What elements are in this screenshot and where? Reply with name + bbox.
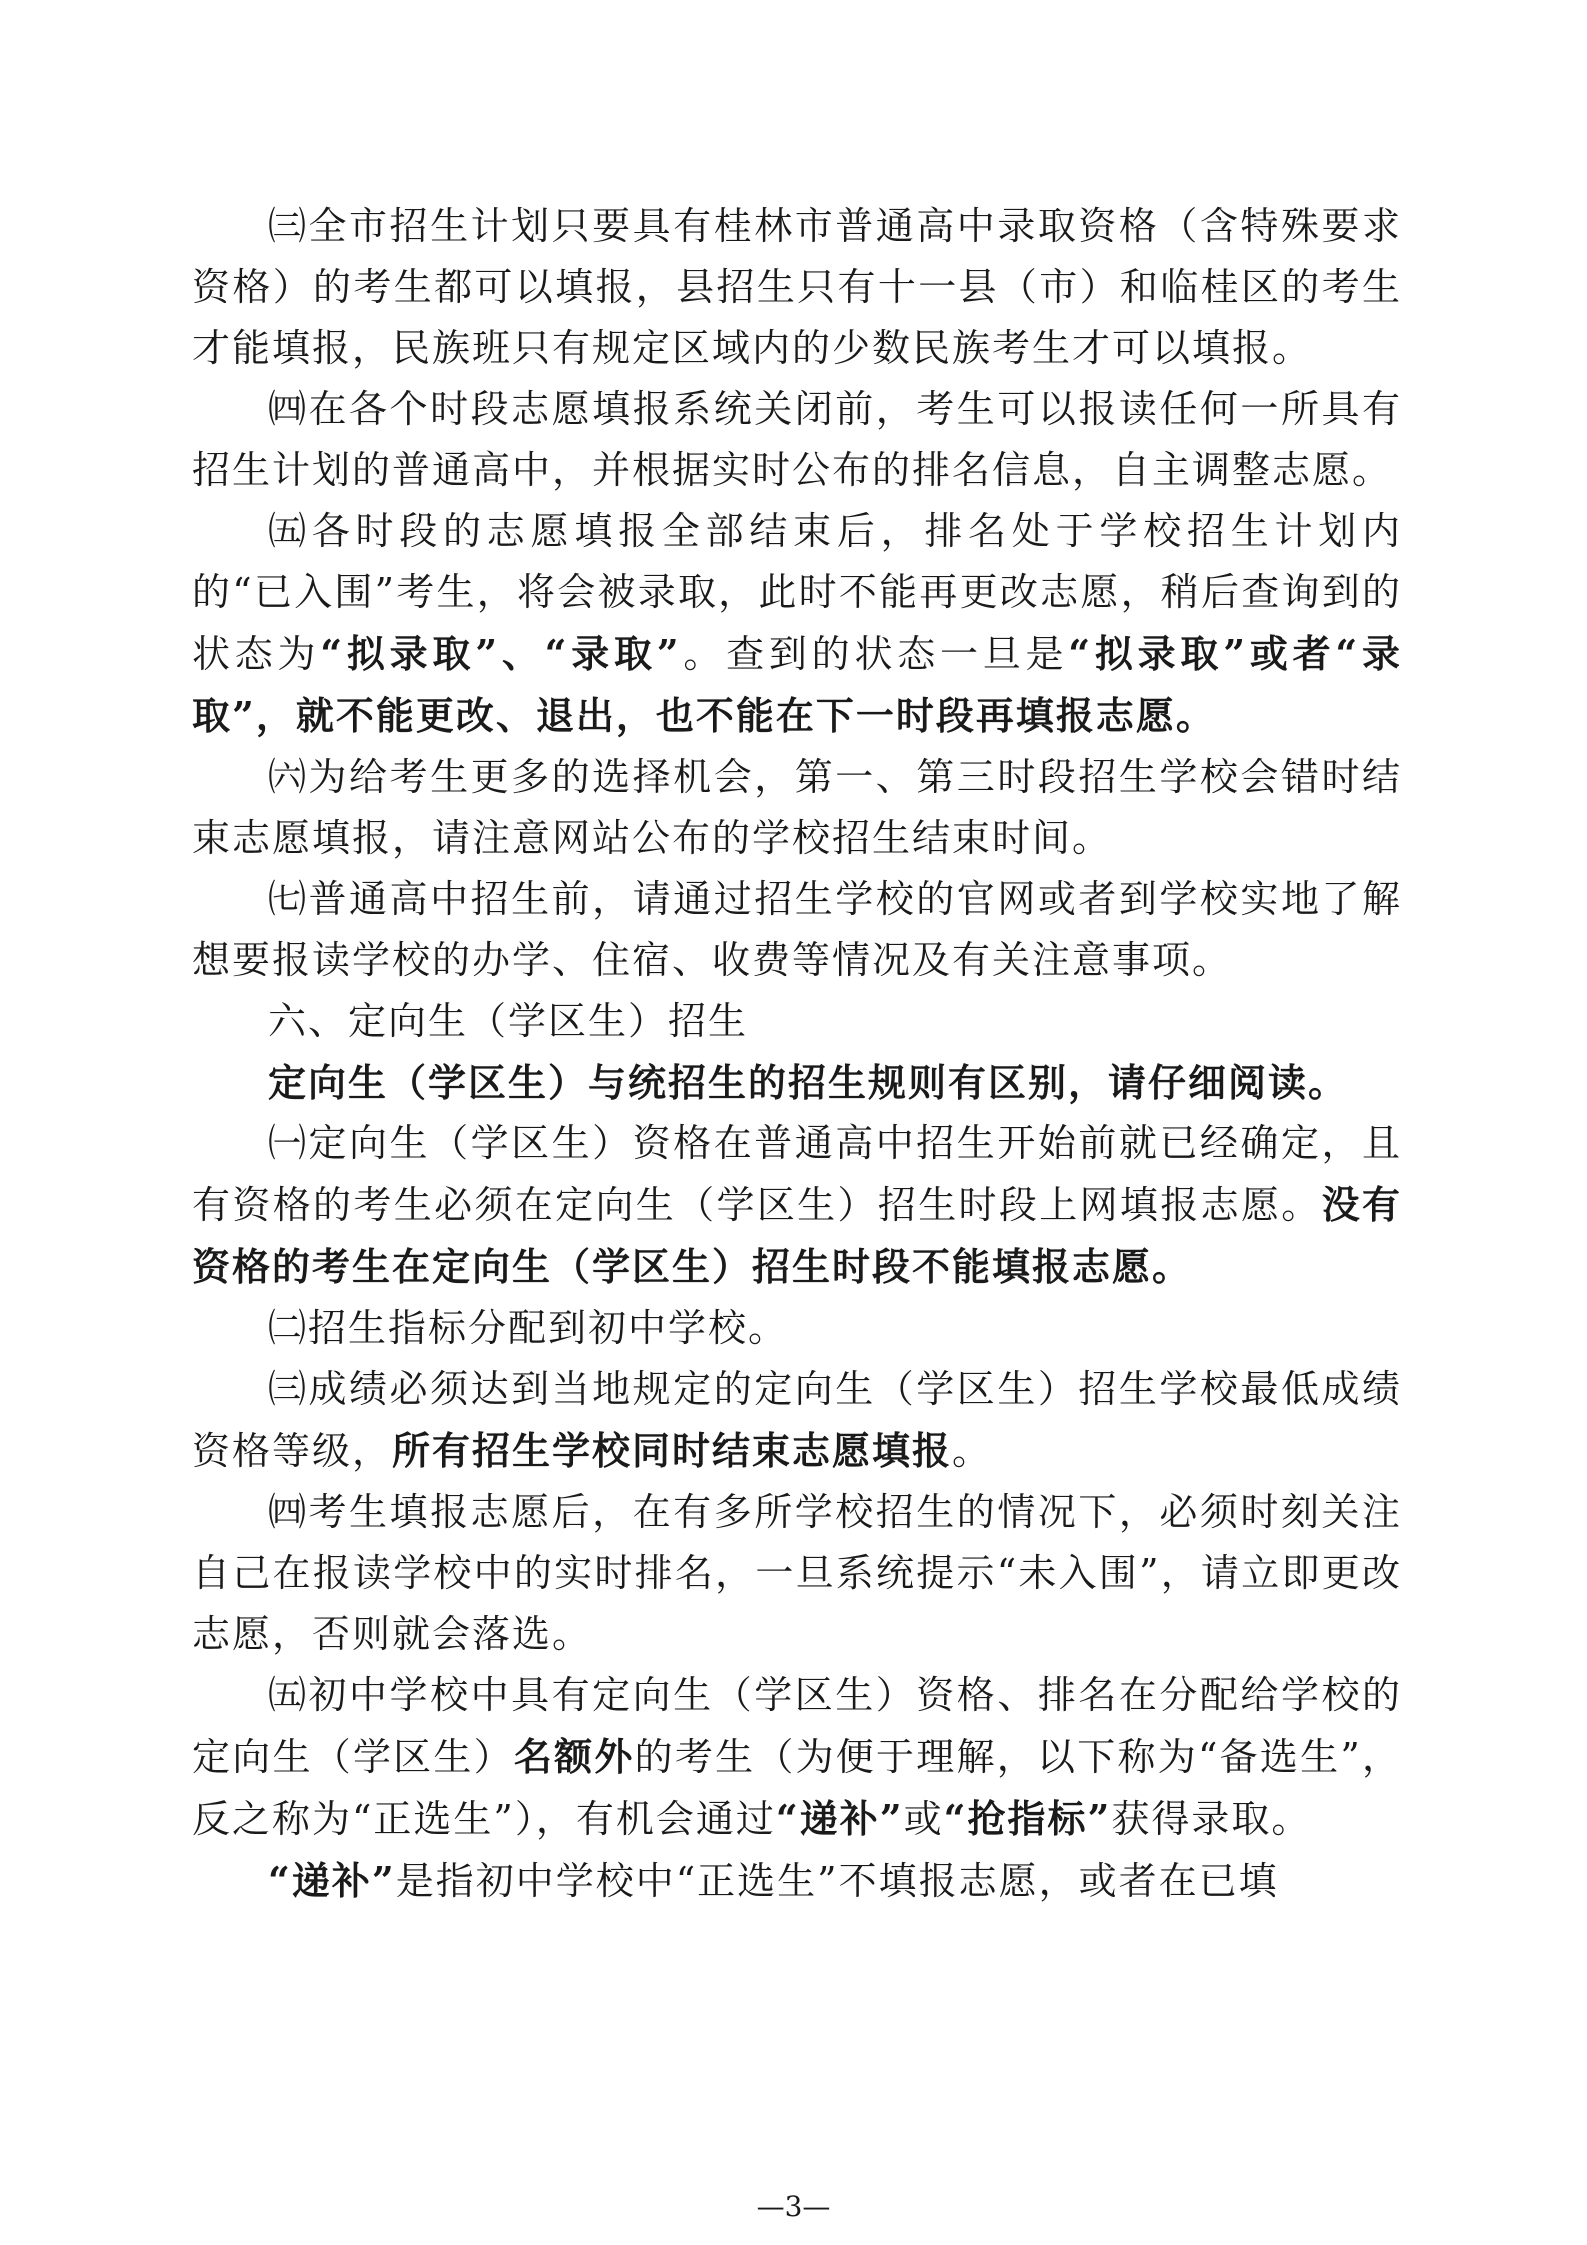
- paragraph-5-after-end: [192, 501, 1402, 747]
- text-run: 。: [952, 1429, 993, 1473]
- text-run-bold: “拟录取”、“录取”: [320, 631, 681, 676]
- text-run: 六、定向生（学区生）招生: [268, 999, 749, 1043]
- text-run: 或: [903, 1797, 944, 1841]
- text-run: ㈡招生指标分配到初中学校。: [268, 1306, 789, 1350]
- document-body: [192, 196, 1402, 1912]
- paragraph-6-staggered-end: [192, 747, 1402, 869]
- text-run: ㈤初中学校中具有定向生（学区生）资格、排名在分配给学校的定向生（学区生）: [192, 1673, 1402, 1779]
- text-run: ㈢成绩必须达到当地规定的定向生（学区生）招生学校最低成绩资格等级，: [192, 1367, 1402, 1473]
- text-run-bold: 没有资格的考生在定向生（学区生）招生时段不能填报志愿。: [192, 1182, 1402, 1289]
- paragraph-4-before-close: [192, 379, 1402, 501]
- text-run: ㈦普通高中招生前，请通过招生学校的官网或者到学校实地了解想要报读学校的办学、住宿、收费等情况及有关注意事项。: [192, 877, 1402, 982]
- paragraph-2-quota: [192, 1298, 1402, 1359]
- text-run-bold: 定向生（学区生）与统招生的招生规则有区别，请仔细阅读。: [268, 1060, 1349, 1105]
- text-run: ㈢全市招生计划只要具有桂林市普通高中录取资格（含特殊要求资格）的考生都可以填报，县招生只有十一县（市）和临桂区的考生才能填报，民族班只有规定区域内的少数民族考生才可以填报。: [192, 204, 1402, 370]
- paragraph-1-qualification: [192, 1113, 1402, 1298]
- text-run-bold: 所有招生学校同时结束志愿填报: [392, 1428, 953, 1473]
- text-run: 获得录取。: [1111, 1797, 1312, 1841]
- text-run: ㈣考生填报志愿后，在有多所学校招生的情况下，必须时刻关注自己在报读学校中的实时排名，一旦系统提示“未入围”，请立即更改志愿，否则就会落选。: [192, 1490, 1402, 1656]
- page-number: —3—: [756, 2190, 831, 2223]
- paragraph-4-ranking-watch: [192, 1482, 1402, 1665]
- paragraph-3-grade-requirement: [192, 1359, 1402, 1482]
- paragraph-rules-differ: [192, 1052, 1402, 1113]
- text-run-bold: “递补”: [775, 1796, 904, 1841]
- text-run: 的考生（为便于理解，以下称为“备选生”，反之称为“正选生”），有机会通过: [192, 1735, 1402, 1841]
- paragraph-3-city-plan: [192, 196, 1402, 379]
- section-heading-directed-students: [192, 991, 1402, 1052]
- paragraph-5-alternate-students: [192, 1665, 1402, 1850]
- text-run: ㈠定向生（学区生）资格在普通高中招生开始前就已经确定，且有资格的考生必须在定向生（学区生）招生时段上网填报志愿。: [192, 1121, 1402, 1227]
- text-run: 是指初中学校中“正选生”不填报志愿，或者在已填: [395, 1859, 1279, 1903]
- paragraph-7-before-enrollment: [192, 869, 1402, 991]
- text-run-bold: “抢指标”: [943, 1796, 1112, 1841]
- text-run-bold: “拟录取”或者“录取”，就不能更改、退出，也不能在下一时段再填报志愿。: [192, 631, 1402, 738]
- text-run-bold: 名额外: [513, 1734, 635, 1779]
- paragraph-substitution-definition: [192, 1850, 1402, 1912]
- text-run: ㈣在各个时段志愿填报系统关闭前，考生可以报读任何一所具有招生计划的普通高中，并根据实时公布的排名信息，自主调整志愿。: [192, 387, 1402, 492]
- text-run: 。查到的状态一旦是: [680, 632, 1069, 676]
- text-run-bold: “递补”: [268, 1858, 396, 1903]
- text-run: ㈥为给考生更多的选择机会，第一、第三时段招生学校会错时结束志愿填报，请注意网站公布的学校招生结束时间。: [192, 755, 1402, 860]
- text-run: ㈤各时段的志愿填报全部结束后，排名处于学校招生计划内的“已入围”考生，将会被录取，此时不能再更改志愿，稍后查询到的状态为: [192, 509, 1402, 676]
